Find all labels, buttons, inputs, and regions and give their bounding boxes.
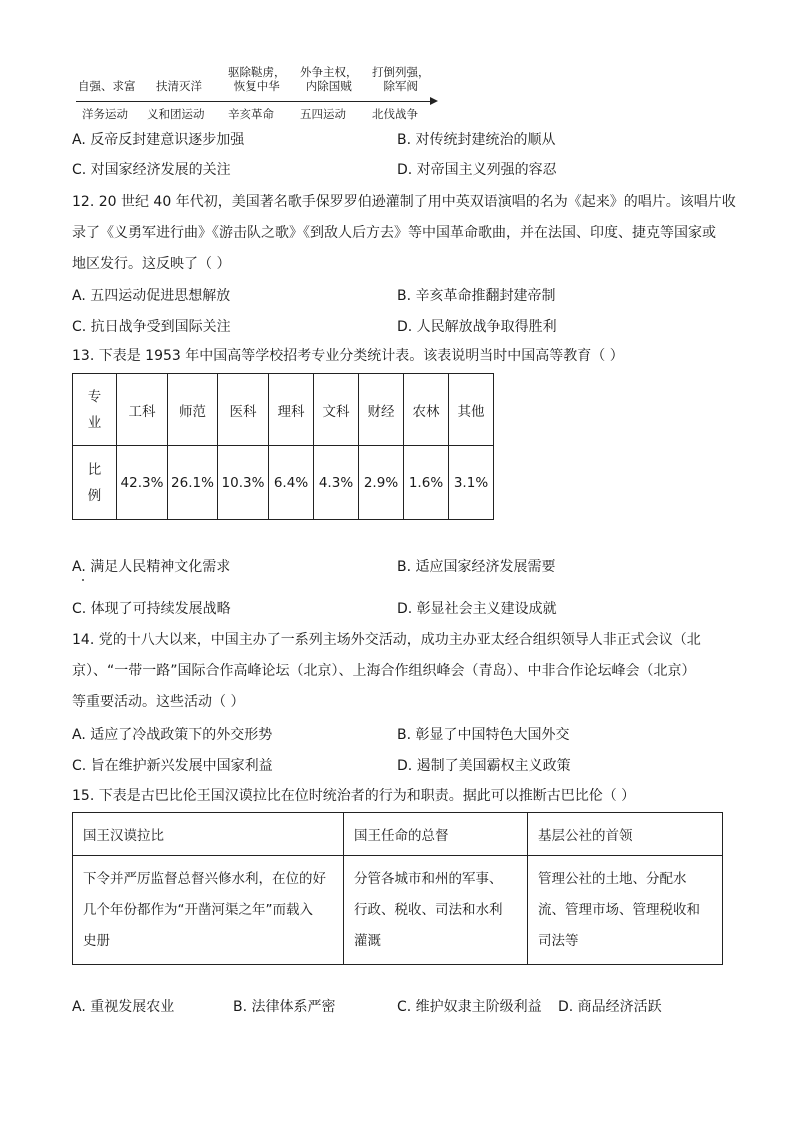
- q14-stem-line: 等重要活动。这些活动（ ）: [72, 694, 245, 710]
- q13-value-cell: 3.1%: [449, 446, 494, 520]
- timeline-event-label: 五四运动: [300, 107, 346, 121]
- q13-header-cell: 医科: [218, 374, 269, 446]
- stray-dot: [82, 579, 84, 581]
- q12-option-d[interactable]: D. 人民解放战争取得胜利: [397, 319, 557, 335]
- q15-body-cell: 分管各城市和州的军事、 行政、税收、司法和水利 灌溉: [344, 856, 528, 965]
- q12-option-a[interactable]: A. 五四运动促进思想解放: [72, 288, 231, 304]
- timeline-event-label: 辛亥革命: [228, 107, 274, 121]
- q13-value-cell: 4.3%: [314, 446, 359, 520]
- timeline-event-label: 北伐战争: [372, 107, 418, 121]
- q15-option-b[interactable]: B. 法律体系严密: [233, 999, 336, 1015]
- q14-stem-line: 京）、“一带一路”国际合作高峰论坛（北京）、上海合作组织峰会（青岛）、中非合作论坛峰会（北京）: [72, 663, 696, 679]
- q13-value-cell: 2.9%: [359, 446, 404, 520]
- q15-body-cell: 下令并严厉监督总督兴修水利，在位的好 几个年份都作为“开凿河渠之年”而载入 史册: [73, 856, 344, 965]
- q13-stem: 13. 下表是 1953 年中国高等学校招考专业分类统计表。该表说明当时中国高等教育（ ）: [72, 348, 624, 364]
- q15-body-cell: 管理公社的土地、分配水 流、管理市场、管理税收和 司法等: [528, 856, 723, 965]
- q13-value-cell: 10.3%: [218, 446, 269, 520]
- timeline-top-label: 扶清灭洋: [156, 79, 202, 93]
- q11-option-c[interactable]: C. 对国家经济发展的关注: [72, 162, 231, 178]
- timeline-arrow: [430, 97, 438, 105]
- q12-stem-line: 12. 20 世纪 40 年代初，美国著名歌手保罗罗伯逊灌制了用中英双语演唱的名为《起来》的唱片。该唱片收: [72, 194, 736, 210]
- timeline-event-label: 义和团运动: [147, 107, 205, 121]
- q13-row-label: 比 例: [73, 446, 117, 520]
- timeline-axis: [76, 101, 432, 102]
- q13-header-cell: 工科: [117, 374, 168, 446]
- q13-value-cell: 1.6%: [404, 446, 449, 520]
- q13-header-cell: 其他: [449, 374, 494, 446]
- q13-value-cell: 6.4%: [269, 446, 314, 520]
- q14-option-c[interactable]: C. 旨在维护新兴发展中国家利益: [72, 758, 273, 774]
- q15-stem: 15. 下表是古巴比伦王国汉谟拉比在位时统治者的行为和职责。据此可以推断古巴比伦（ ）: [72, 788, 636, 804]
- q11-option-a[interactable]: A. 反帝反封建意识逐步加强: [72, 132, 245, 148]
- q11-option-b[interactable]: B. 对传统封建统治的顺从: [397, 132, 556, 148]
- q15-table: [72, 812, 723, 965]
- q13-row-label: 专 业: [73, 374, 117, 446]
- timeline-top-label: 外争主权， 内除国贼: [300, 65, 358, 93]
- q15-header-cell: 基层公社的首领: [528, 813, 723, 856]
- q13-option-c[interactable]: C. 体现了可持续发展战略: [72, 601, 231, 617]
- q12-stem-line: 录了《义勇军进行曲》《游击队之歌》《到敌人后方去》等中国革命歌曲，并在法国、印度、捷克等国家或: [72, 225, 716, 241]
- timeline-top-label: 自强、求富: [78, 79, 136, 93]
- q13-header-cell: 师范: [168, 374, 218, 446]
- q13-table: [72, 373, 494, 520]
- q14-option-b[interactable]: B. 彰显了中国特色大国外交: [397, 727, 570, 743]
- q15-header-cell: 国王汉谟拉比: [73, 813, 344, 856]
- timeline-event-label: 洋务运动: [82, 107, 128, 121]
- q13-header-cell: 农林: [404, 374, 449, 446]
- q14-option-d[interactable]: D. 遏制了美国霸权主义政策: [397, 758, 571, 774]
- q14-stem-line: 14. 党的十八大以来，中国主办了一系列主场外交活动，成功主办亚太经合组织领导人非正式会议（北: [72, 632, 701, 648]
- q15-option-d[interactable]: D. 商品经济活跃: [558, 999, 662, 1015]
- q14-option-a[interactable]: A. 适应了冷战政策下的外交形势: [72, 727, 273, 743]
- q13-option-a[interactable]: A. 满足人民精神文化需求: [72, 559, 231, 575]
- q12-option-b[interactable]: B. 辛亥革命推翻封建帝制: [397, 288, 556, 304]
- q12-stem-line: 地区发行。这反映了（ ）: [72, 256, 231, 272]
- q15-header-cell: 国王任命的总督: [344, 813, 528, 856]
- timeline-top-label: 打倒列强， 除军阀: [372, 65, 430, 93]
- q13-option-d[interactable]: D. 彰显社会主义建设成就: [397, 601, 557, 617]
- q13-header-cell: 文科: [314, 374, 359, 446]
- q11-option-d[interactable]: D. 对帝国主义列强的容忍: [397, 162, 557, 178]
- q13-option-b[interactable]: B. 适应国家经济发展需要: [397, 559, 556, 575]
- q12-option-c[interactable]: C. 抗日战争受到国际关注: [72, 319, 231, 335]
- timeline-top-label: 驱除鞑虏， 恢复中华: [228, 65, 286, 93]
- q13-value-cell: 42.3%: [117, 446, 168, 520]
- q15-option-a[interactable]: A. 重视发展农业: [72, 999, 175, 1015]
- q13-value-cell: 26.1%: [168, 446, 218, 520]
- q13-header-cell: 财经: [359, 374, 404, 446]
- q13-header-cell: 理科: [269, 374, 314, 446]
- q15-option-c[interactable]: C. 维护奴隶主阶级利益: [397, 999, 542, 1015]
